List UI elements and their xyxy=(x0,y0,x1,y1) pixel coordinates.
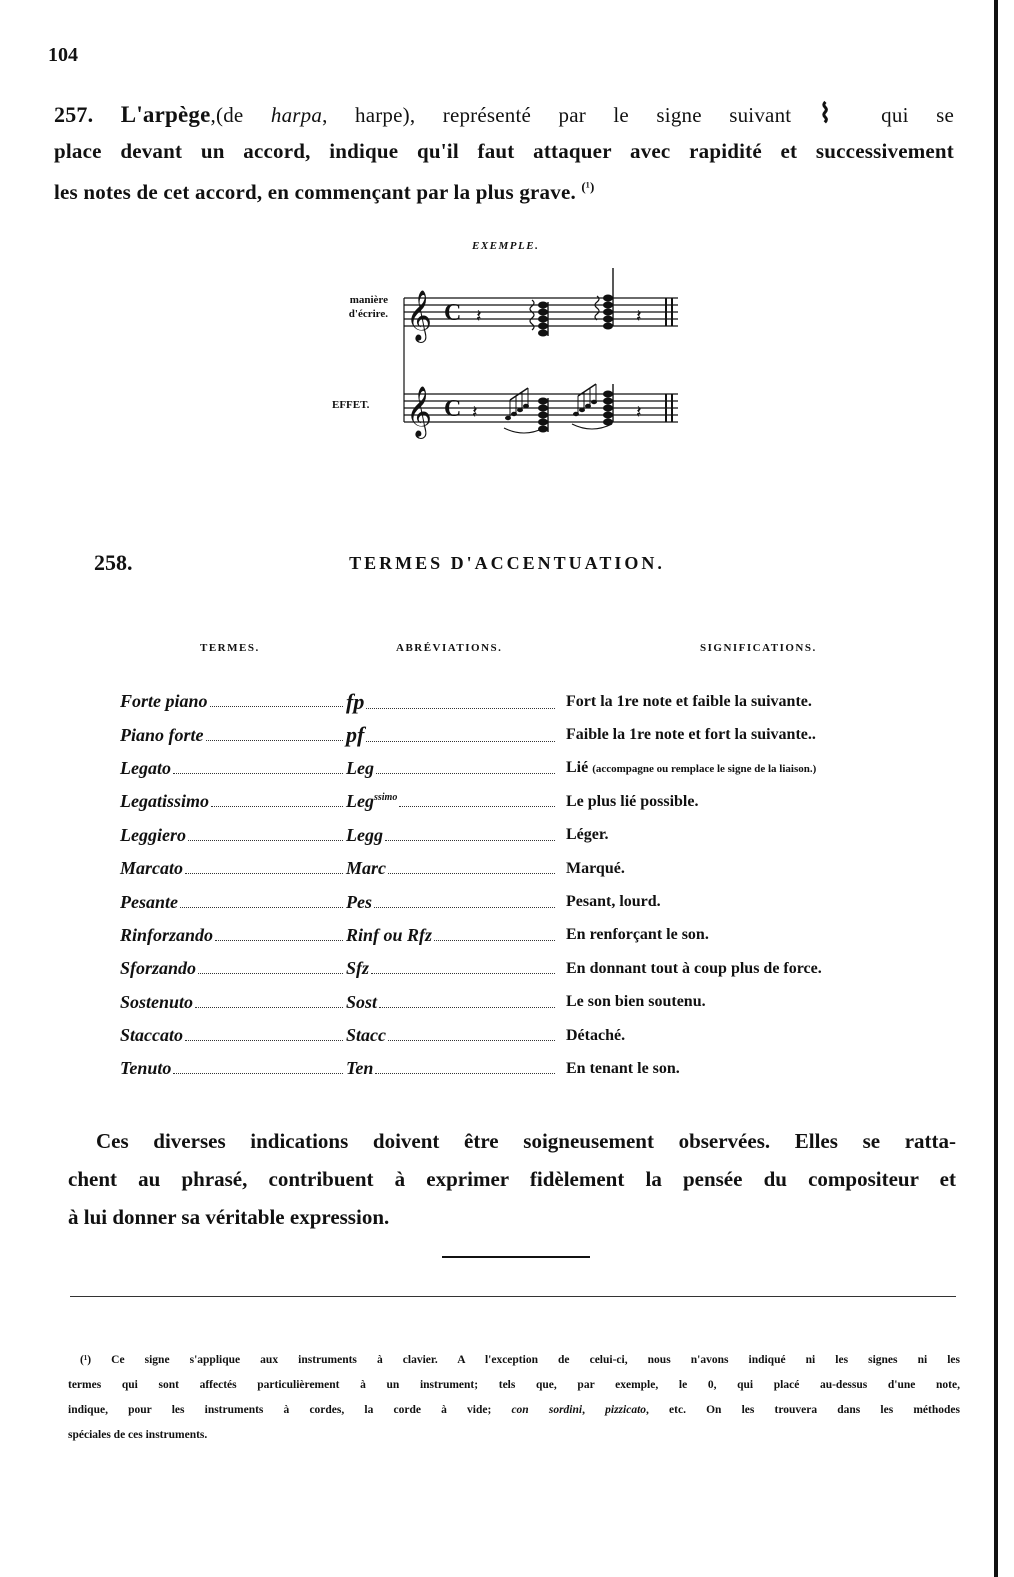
dot-leader xyxy=(376,773,555,774)
written-label-line-1: manière xyxy=(349,294,388,306)
rest-icon: 𝄽 xyxy=(472,402,478,422)
section-257-line-2: place devant un accord, indique qu'il faut attaquer avec rapidité et successivement xyxy=(54,139,954,163)
dot-leader xyxy=(388,873,555,874)
section-258-title: TERMES D'ACCENTUATION. xyxy=(349,553,665,573)
abbreviation: Sfz xyxy=(346,958,370,979)
abbreviation: Marc xyxy=(346,858,386,879)
dot-leader xyxy=(173,1073,343,1074)
dot-leader xyxy=(188,840,343,841)
table-row xyxy=(120,1052,958,1085)
dot-leader xyxy=(215,940,343,941)
column-header-abbreviations: ABRÉVIATIONS. xyxy=(396,642,503,654)
term: Piano forte xyxy=(120,724,204,745)
rest-icon: 𝄽 xyxy=(476,306,482,326)
dot-leader xyxy=(206,740,344,741)
abbreviation: Stacc xyxy=(346,1025,386,1046)
footnote-text: , xyxy=(582,1404,606,1416)
treble-clef-icon: 𝄞 xyxy=(406,386,433,437)
section-257-text: qui se xyxy=(853,103,954,127)
meaning-note: (accompagne ou remplace le signe de la liaison.) xyxy=(592,763,817,776)
term: Legato xyxy=(120,757,171,778)
meaning xyxy=(558,759,816,776)
dot-leader xyxy=(185,873,343,874)
footnote-ref: (¹) xyxy=(581,179,595,194)
section-257-text: , harpe), représenté par le signe suivant xyxy=(322,103,819,127)
dot-leader xyxy=(374,907,555,908)
section-257-lead: L'arpège xyxy=(120,102,211,127)
example-title: EXEMPLE. xyxy=(472,240,540,252)
meaning: Le son bien soutenu. xyxy=(566,993,706,1011)
music-example xyxy=(396,262,686,442)
abbreviation: Legg xyxy=(346,824,383,845)
footnote-italic: con sordini xyxy=(511,1404,583,1416)
term: Legatissimo xyxy=(120,791,209,812)
rest-icon: 𝄽 xyxy=(636,306,642,326)
table-row xyxy=(120,919,958,952)
terms-table xyxy=(120,685,958,1086)
table-row xyxy=(120,752,958,785)
meaning: En renforçant le son. xyxy=(566,926,709,944)
dot-leader xyxy=(366,708,555,709)
chord-2-upper xyxy=(595,268,613,330)
dot-leader xyxy=(185,1040,343,1041)
common-time-icon: C xyxy=(444,300,462,326)
effect-label: EFFET. xyxy=(332,399,370,411)
table-row xyxy=(120,885,958,918)
dot-leader xyxy=(375,1073,555,1074)
table-row xyxy=(120,819,958,852)
dot-leader xyxy=(399,806,555,807)
closing-line-3: à lui donner sa véritable expression. xyxy=(68,1205,390,1229)
meaning: Fort la 1re note et faible la suivante. xyxy=(566,692,812,710)
closing-line-2: chent au phrasé, contribuent à exprimer fidèlement la pensée du compositeur et xyxy=(68,1167,956,1191)
section-257-paragraph xyxy=(54,96,954,210)
written-label xyxy=(326,293,388,321)
dot-leader xyxy=(195,1007,343,1008)
dot-leader xyxy=(211,806,343,807)
common-time-icon: C xyxy=(444,396,462,422)
written-label-line-2: d'écrire. xyxy=(348,308,388,320)
term: Pesante xyxy=(120,891,178,912)
dot-leader xyxy=(198,973,343,974)
footnote-text: , etc. On les trouvera dans les méthodes xyxy=(646,1404,960,1416)
section-divider xyxy=(442,1256,590,1258)
term: Marcato xyxy=(120,858,183,879)
footnote-line-3 xyxy=(68,1398,960,1423)
meaning: Détaché. xyxy=(566,1026,626,1044)
dot-leader xyxy=(379,1007,555,1008)
abbreviation: fp xyxy=(346,688,365,714)
dot-leader xyxy=(434,940,555,941)
arpeggio-sign-icon: ⌇ xyxy=(818,99,854,128)
dot-leader xyxy=(385,840,555,841)
abbreviation: Ten xyxy=(346,1058,374,1079)
footnote-line-4: spéciales de ces instruments. xyxy=(68,1429,208,1441)
rest-icon: 𝄽 xyxy=(636,402,642,422)
term: Leggiero xyxy=(120,824,186,845)
section-257-line-3 xyxy=(54,169,954,210)
footnote-text: indique, pour les instruments à cordes, la corde à vide; xyxy=(68,1404,512,1416)
abbreviation xyxy=(346,791,397,812)
table-row xyxy=(120,852,958,885)
footnote-line-1: (¹) Ce signe s'applique aux instruments à clavier. A l'exception de celui-ci, nous n'avons indiqué ni les signes ni les xyxy=(80,1354,960,1366)
meaning: Léger. xyxy=(566,826,609,844)
term: Rinforzando xyxy=(120,924,214,945)
column-header-terms: TERMES. xyxy=(200,642,260,654)
column-header-meanings: SIGNIFICATIONS. xyxy=(700,642,817,654)
term: Tenuto xyxy=(120,1058,172,1079)
abbreviation-base: Leg xyxy=(346,791,374,812)
table-row xyxy=(120,952,958,985)
abbreviation: Pes xyxy=(346,891,372,912)
dot-leader xyxy=(371,973,555,974)
footnote xyxy=(68,1348,960,1448)
meaning-main: Lié xyxy=(566,759,589,777)
meaning: Faible la 1re note et fort la suivante.. xyxy=(566,726,816,744)
page-edge-border xyxy=(994,0,998,1577)
dot-leader xyxy=(173,773,343,774)
abbreviation: Rinf ou Rfz xyxy=(346,924,433,945)
section-257-line-1 xyxy=(54,96,954,133)
abbreviation-superscript: ssimo xyxy=(373,792,398,804)
meaning: Pesant, lourd. xyxy=(566,893,661,911)
table-row xyxy=(120,986,958,1019)
meaning: En tenant le son. xyxy=(566,1059,680,1077)
term: Forte piano xyxy=(120,691,208,712)
section-number-257: 257. xyxy=(54,102,94,127)
dot-leader xyxy=(210,706,343,707)
term: Sforzando xyxy=(120,958,197,979)
section-number-258: 258. xyxy=(94,550,133,575)
abbreviation: pf xyxy=(346,722,365,748)
footnote-rule xyxy=(70,1296,956,1297)
term: Staccato xyxy=(120,1025,183,1046)
section-257-text: ,(de xyxy=(210,103,271,127)
abbreviation: Leg xyxy=(346,757,374,778)
closing-line-1: Ces diverses indications doivent être soigneusement observées. Elles se ratta- xyxy=(96,1129,956,1153)
meaning: En donnant tout à coup plus de force. xyxy=(566,959,822,977)
page-number: 104 xyxy=(48,44,78,66)
chord-1-effect xyxy=(504,388,548,433)
closing-paragraph xyxy=(68,1122,956,1236)
dot-leader xyxy=(180,907,343,908)
table-row xyxy=(120,785,958,818)
table-row xyxy=(120,718,958,751)
footnote-line-2: termes qui sont affectés particulièrement à un instrument; tels que, par exemple, le 0, qui placé au-dessus d'une note, xyxy=(68,1379,960,1391)
table-row xyxy=(120,685,958,718)
meaning: Marqué. xyxy=(566,859,625,877)
treble-clef-icon: 𝄞 xyxy=(406,290,433,341)
meaning: Le plus lié possible. xyxy=(566,792,699,810)
chord-1-upper xyxy=(530,300,548,337)
dot-leader xyxy=(388,1040,555,1041)
dot-leader xyxy=(366,741,555,742)
abbreviation: Sost xyxy=(346,991,378,1012)
table-row xyxy=(120,1019,958,1052)
latin-word: harpa xyxy=(270,103,323,127)
footnote-italic: pizzicato xyxy=(605,1404,647,1416)
term: Sostenuto xyxy=(120,991,194,1012)
section-257-text: les notes de cet accord, en commençant par la plus grave. xyxy=(54,180,576,204)
